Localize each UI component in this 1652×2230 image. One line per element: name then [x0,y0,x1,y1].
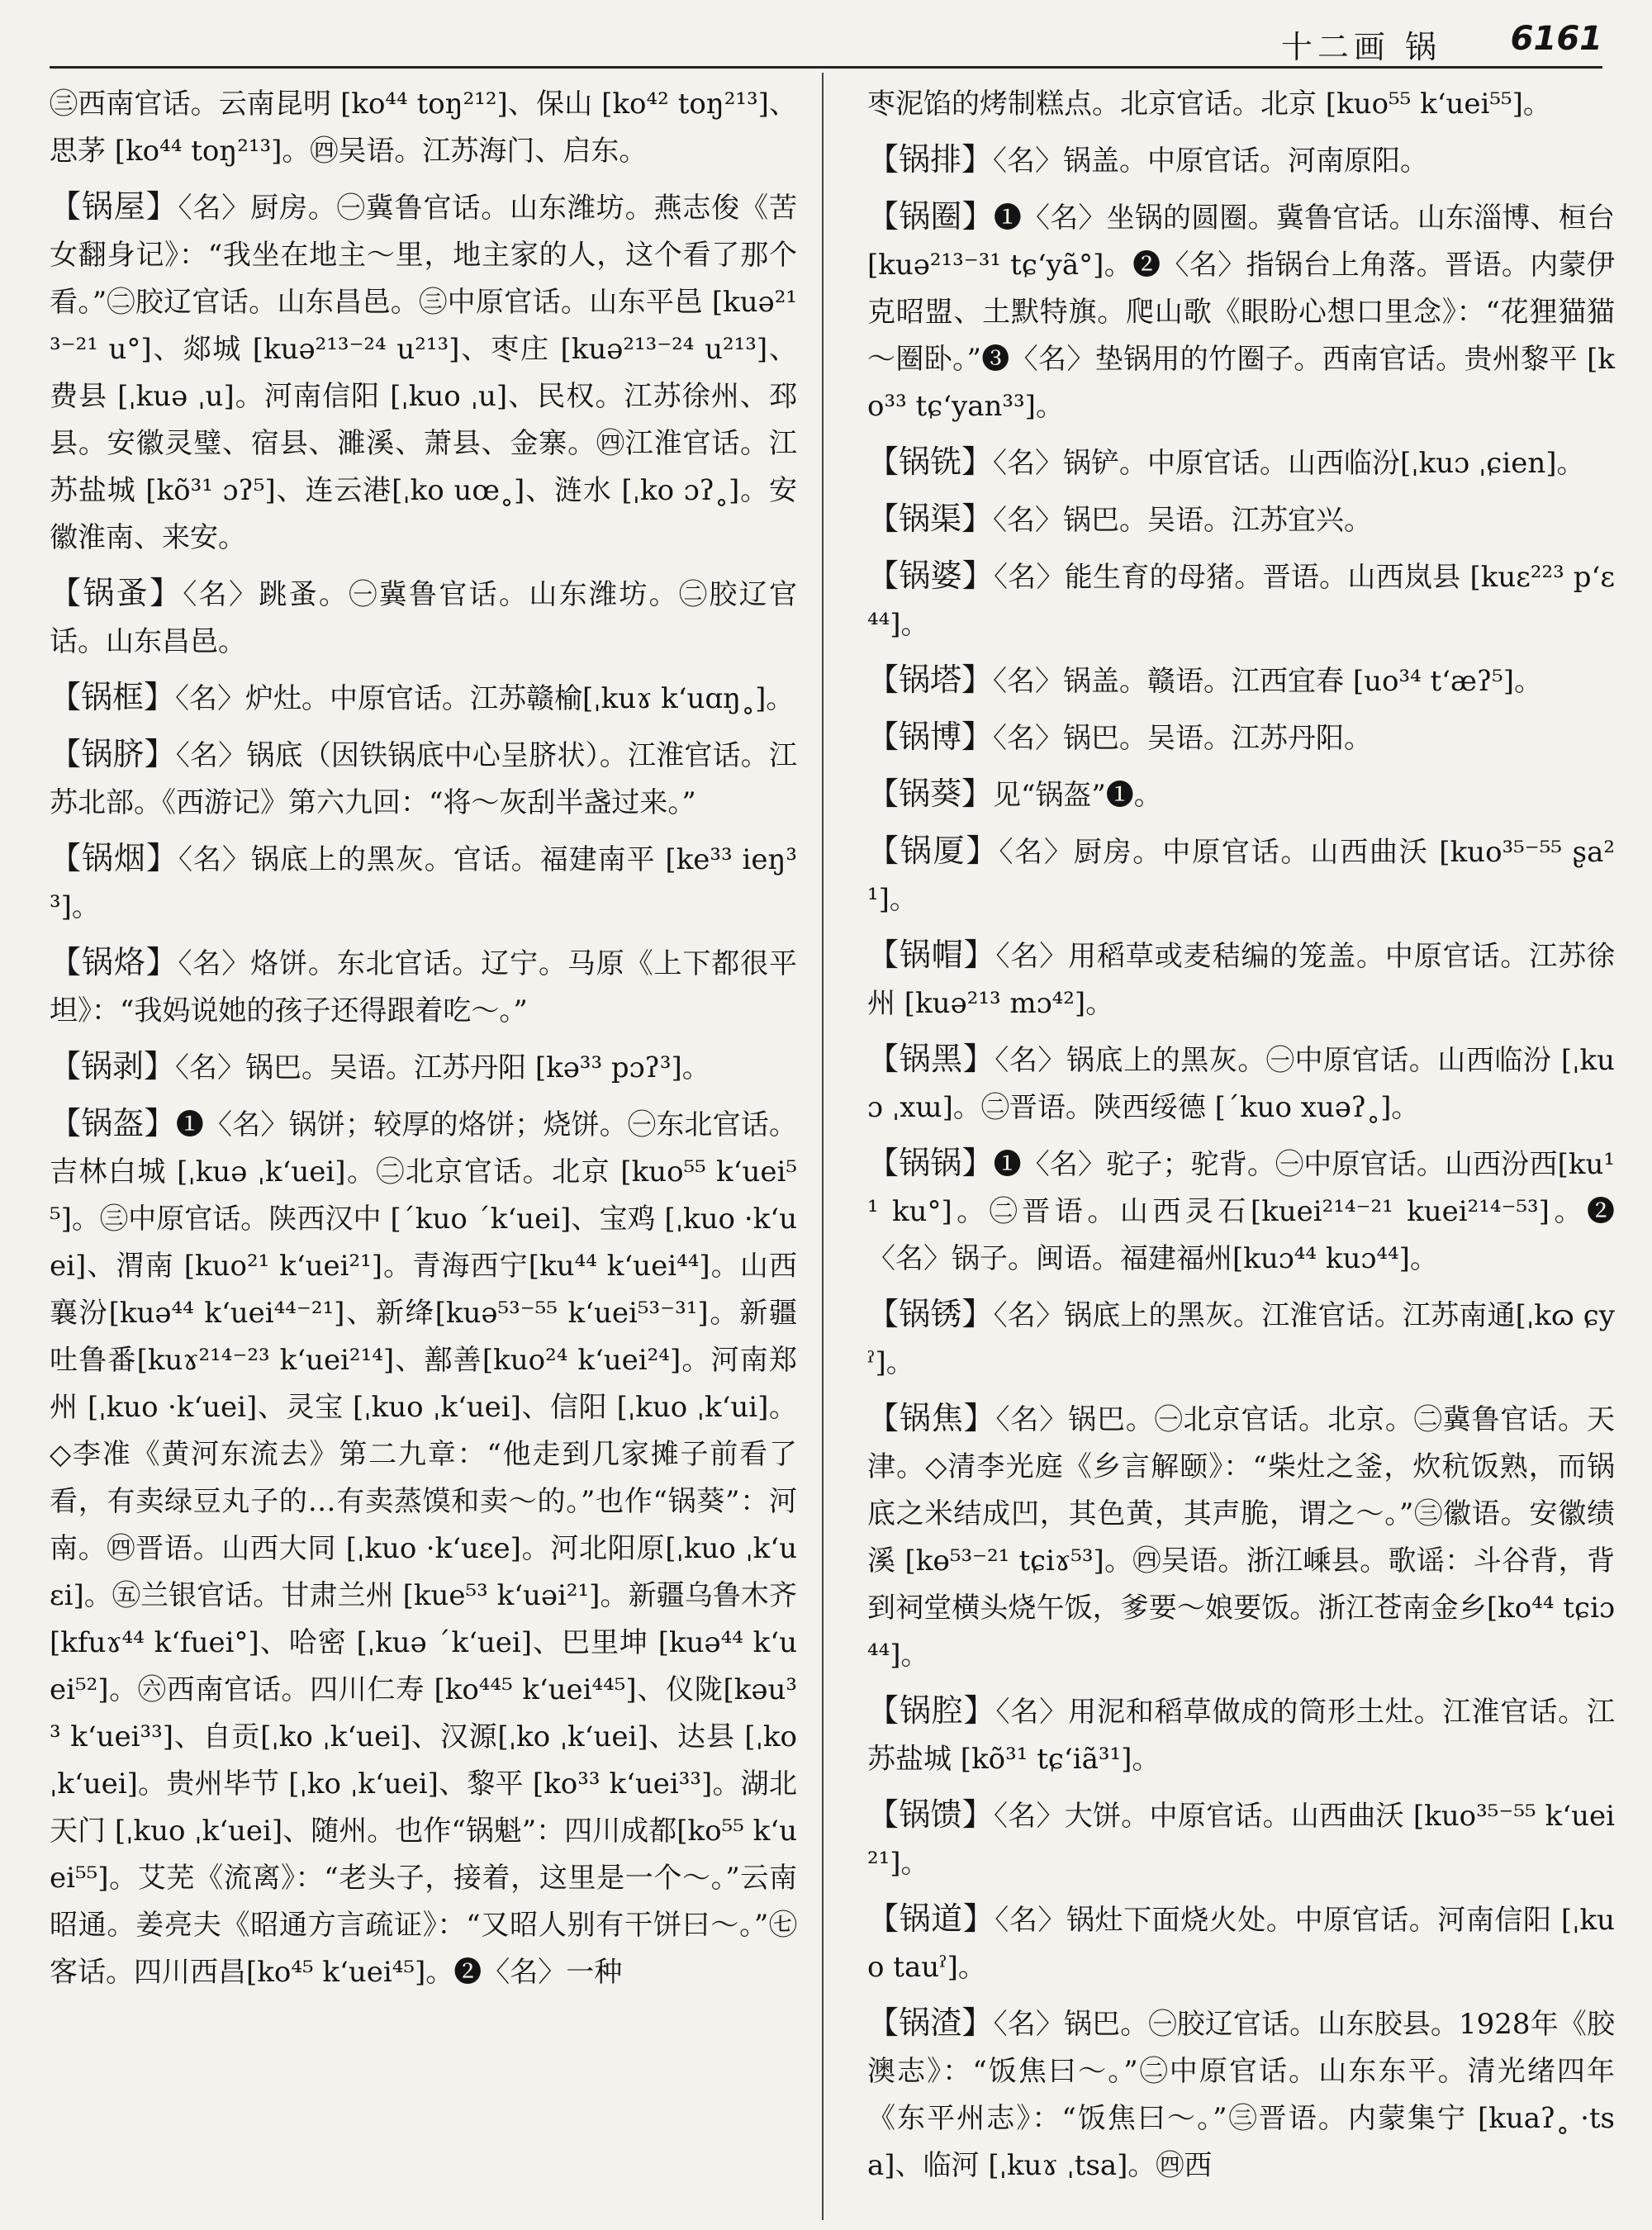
entry-headword: 【锅博】 [867,719,994,755]
dictionary-entry [50,835,797,931]
entry-headword: 【锅渣】 [867,2005,994,2041]
entry-headword: 【锅蚤】 [50,575,183,611]
entry-body: 〈名〉炉灶。中原官话。江苏赣榆[ˌkuɤ k‘uɑŋ˳]。 [175,682,795,715]
dictionary-entry [867,1395,1615,1679]
left-column [50,79,797,2005]
entry-body: 〈名〉烙饼。东北官话。辽宁。马原《上下都很平坦》：“我妈说她的孩子还得跟着吃～。” [50,947,797,1027]
entry-headword: 【锅葵】 [867,776,994,812]
dictionary-entry [867,136,1615,185]
entry-body: 〈名〉跳蚤。㊀冀鲁官话。山东潍坊。㊁胶辽官话。山东昌邑。 [50,578,797,658]
entry-body: ❶〈名〉坐锅的圆圈。冀鲁官话。山东淄博、桓台[kuə²¹³⁻³¹ tɕ‘yã°]。❷〈名〉指锅台上角落。晋语。内蒙伊克昭盟、土默特旗。爬山歌《眼盼心想口里念》：“花狸猫猫～圈卧。”❸〈名〉垫锅用的竹圈子。西南官话。贵州黎平 [ko³³ tɕ‘yan³³]。 [867,202,1615,423]
dictionary-entry [867,657,1615,705]
dictionary-entry [867,1036,1615,1132]
header-rule [50,66,1602,69]
page-number: 6161 [1510,20,1602,58]
dictionary-entry [867,714,1615,762]
dictionary-entry [867,771,1615,819]
section-label: 十二画 锅 [1280,29,1441,65]
entry-headword: 【锅圈】 [867,198,994,235]
entry-headword: 【锅厦】 [867,833,999,869]
entry-body: 〈名〉锅盖。赣语。江西宜春 [uo³⁴ t‘æʔ⁵]。 [993,665,1543,698]
entry-body: 〈名〉大饼。中原官话。山西曲沃 [kuo³⁵⁻⁵⁵ k‘uei²¹]。 [867,1800,1615,1880]
dictionary-entry [867,79,1615,128]
entry-body: 〈名〉用稻草或麦秸编的笼盖。中原官话。江苏徐州 [kuə²¹³ mɔ⁴²]。 [867,940,1615,1020]
entry-headword: 【锅剥】 [50,1048,176,1084]
entry-body: 〈名〉厨房。中原官话。山西曲沃 [kuo³⁵⁻⁵⁵ ʂa²¹]。 [867,836,1615,916]
entry-body: 〈名〉锅底上的黑灰。官话。福建南平 [ke³³ ieŋ³³]。 [50,843,797,923]
entry-headword: 【锅脐】 [50,736,176,772]
column-divider [822,73,824,2220]
dictionary-entry [50,939,797,1035]
dictionary-entry [50,570,797,666]
entry-body: ❶〈名〉驼子；驼背。㊀中原官话。山西汾西[ku¹¹ ku°]。㊁晋语。山西灵石[kuei²¹⁴⁻²¹ kuei²¹⁴⁻⁵³]。❷〈名〉锅子。闽语。福建福州[kuɔ⁴⁴ kuɔ⁴⁴]。 [867,1148,1615,1275]
entry-body: 〈名〉锅灶下面烧火处。中原官话。河南信阳 [ˌkuo tauˀ]。 [867,1904,1615,1984]
entry-headword: 【锅腔】 [867,1692,996,1729]
entry-body: ❶〈名〉锅饼；较厚的烙饼；烧饼。㊀东北官话。吉林白城 [ˌkuə ˌk‘uei]。㊁北京官话。北京 [kuo⁵⁵ k‘uei⁵⁵]。㊂中原官话。陕西汉中 [ˊkuo ˊk‘uei]、宝鸡 [ˌkuo ·k‘uei]、渭南 [kuo²¹ k‘uei²¹]。青海西宁[ku⁴⁴ k‘uei⁴⁴]。山西襄汾[kuə⁴⁴ k‘uei⁴⁴⁻²¹]、新绛[kuə⁵³⁻⁵⁵ k‘uei⁵³⁻³¹]。新疆吐鲁番[kuɤ²¹⁴⁻²³ k‘uei²¹⁴]、鄯善[kuo²⁴ k‘uei²⁴]。河南郑州 [ˌkuo ·k‘uei]、灵宝 [ˌkuo ˌk‘uei]、信阳 [ˌkuo ˌk‘ui]。◇李准《黄河东流去》第二九章：“他走到几家摊子前看了看，有卖绿豆丸子的…有卖蒸馍和卖～的。”也作“锅葵”：河南。㊃晋语。山西大同 [ˌkuo ·k‘uɛe]。河北阳原[ˌkuo ˌk‘uɛi]。㊄兰银官话。甘肃兰州 [kue⁵³ k‘uəi²¹]。新疆乌鲁木齐 [kfuɤ⁴⁴ k‘fuei°]、哈密 [ˌkuə ˊk‘uei]、巴里坤 [kuə⁴⁴ k‘uei⁵²]。㊅西南官话。四川仁寿 [ko⁴⁴⁵ k‘uei⁴⁴⁵]、仪陇[kəu³³ k‘uei³³]、自贡[ˌko ˌk‘uei]、汉源[ˌko ˌk‘uei]、达县 [ˌko ˌk‘uei]。贵州毕节 [ˌko ˌk‘uei]、黎平 [ko³³ k‘uei³³]。湖北天门 [ˌkuo ˌk‘uei]、随州。也作“锅魁”：四川成都[ko⁵⁵ k‘uei⁵⁵]。艾芜《流离》：“老头子，接着，这里是一个～。”云南昭通。姜亮夫《昭通方言疏证》：“又昭人别有干饼曰～。”㊆客话。四川西昌[ko⁴⁵ k‘uei⁴⁵]。❷〈名〉一种 [50,1108,797,1989]
entry-headword: 【锅烟】 [50,840,178,876]
entry-headword: 【锅馈】 [867,1796,995,1833]
dictionary-entry [867,1291,1615,1387]
entry-body: 〈名〉锅巴。吴语。江苏宜兴。 [993,504,1373,537]
dictionary-entry [867,496,1615,544]
page-header [50,12,1602,65]
entry-body: 〈名〉锅巴。吴语。江苏丹阳 [kə³³ pɔʔ³]。 [175,1051,710,1084]
dictionary-entry [867,1791,1615,1887]
entry-headword: 【锅锈】 [867,1296,994,1332]
dictionary-entry [867,932,1615,1027]
entry-body: 〈名〉能生育的母猪。晋语。山西岚县 [kuɛ²²³ p‘ɛ⁴⁴]。 [867,561,1615,641]
entry-body: 〈名〉锅巴。吴语。江苏丹阳。 [993,722,1373,755]
right-column [867,79,1615,2198]
entry-headword: 【锅排】 [867,141,994,178]
entry-body: 〈名〉用泥和稻草做成的筒形土灶。江淮官话。江苏盐城 [kõ³¹ tɕ‘iã³¹]。 [867,1696,1615,1776]
entry-body: ㊂西南官话。云南昆明 [ko⁴⁴ toŋ²¹²]、保山 [ko⁴² toŋ²¹³]、思茅 [ko⁴⁴ toŋ²¹³]。㊃吴语。江苏海门、启东。 [50,88,797,168]
dictionary-entry [867,1896,1615,1991]
entry-headword: 【锅黑】 [867,1041,995,1077]
dictionary-entry [867,553,1615,648]
entry-headword: 【锅铣】 [867,444,994,480]
dictionary-entry [867,439,1615,487]
entry-body: 见“锅盔”❶。 [993,779,1162,812]
dictionary-entry [50,183,797,562]
dictionary-entry [50,79,797,175]
entry-headword: 【锅婆】 [867,558,995,594]
entry-headword: 【锅焦】 [867,1400,996,1436]
entry-body: 枣泥馅的烤制糕点。北京官话。北京 [kuo⁵⁵ k‘uei⁵⁵]。 [867,88,1551,121]
dictionary-entry [50,1100,797,1996]
entry-body: 〈名〉锅巴。㊀胶辽官话。山东胶县。1928年《胶澳志》：“饭焦曰～。”㊁中原官话。山东东平。清光绪四年《东平州志》：“饭焦曰～。”㊂晋语。内蒙集宁 [kuaʔ˳ ·tsa]、临河 [ˌkuɤ ˌtsa]。㊃西 [867,2008,1615,2182]
dictionary-entry [50,731,797,827]
entry-headword: 【锅锅】 [867,1145,994,1181]
entry-headword: 【锅渠】 [867,501,994,537]
dictionary-entry [867,2000,1615,2190]
entry-body: 〈名〉锅底上的黑灰。江淮官话。江苏南通[ˌkɷ ɕyˀ]。 [867,1299,1615,1379]
dictionary-entry [50,1043,797,1092]
entry-headword: 【锅道】 [867,1900,995,1937]
dictionary-entry [867,193,1615,430]
dictionary-entry [867,828,1615,923]
entry-body: 〈名〉锅巴。㊀北京官话。北京。㊁冀鲁官话。天津。◇清李光庭《乡言解颐》：“柴灶之釜，炊秔饭熟，而锅底之米结成凹，其色黄，其声脆，谓之～。”㊂徽语。安徽绩溪 [kɵ⁵³⁻²¹ tɕiɤ⁵³]。㊃吴语。浙江嵊县。歌谣：斗谷背，背到祠堂横头烧午饭，爹要～娘要饭。浙江苍南金乡[ko⁴⁴ tɕiɔ⁴⁴]。 [867,1403,1615,1672]
dictionary-entry [867,1140,1615,1283]
entry-headword: 【锅框】 [50,679,176,715]
entry-headword: 【锅塔】 [867,662,994,698]
entry-body: 〈名〉厨房。㊀冀鲁官话。山东潍坊。燕志俊《苦女翻身记》：“我坐在地主～里，地主家的人，这个看了那个看。”㊁胶辽官话。山东昌邑。㊂中原官话。山东平邑 [kuə²¹³⁻²¹ u°]、郯城 [kuə²¹³⁻²⁴ u²¹³]、枣庄 [kuə²¹³⁻²⁴ u²¹³]、费县 [ˌkuə ˌu]。河南信阳 [ˌkuo ˌu]、民权。江苏徐州、邳县。安徽灵璧、宿县、濉溪、萧县、金寨。㊃江淮官话。江苏盐城 [kõ³¹ ɔʔ⁵]、连云港[ˌko uœ˳]、涟水 [ˌko ɔʔ˳]。安徽淮南、来安。 [50,192,797,554]
entry-body: 〈名〉锅底（因铁锅底中心呈脐状）。江淮官话。江苏北部。《西游记》第六九回：“将～灰刮半盏过来。” [50,739,797,819]
entry-body: 〈名〉锅盖。中原官话。河南原阳。 [993,145,1429,178]
entry-headword: 【锅烙】 [50,944,178,980]
entry-headword: 【锅盔】 [50,1105,176,1141]
entry-headword: 【锅屋】 [50,188,178,225]
entry-body: 〈名〉锅铲。中原官话。山西临汾[ˌkuɔ ˌɕien]。 [993,447,1585,480]
dictionary-entry [867,1687,1615,1783]
entry-body: 〈名〉锅底上的黑灰。㊀中原官话。山西临汾 [ˌkuɔ ˌxɯ]。㊁晋语。陕西绥德 [ˊkuo xuəʔ˳]。 [867,1044,1615,1124]
dictionary-entry [50,674,797,723]
entry-headword: 【锅帽】 [867,937,996,973]
